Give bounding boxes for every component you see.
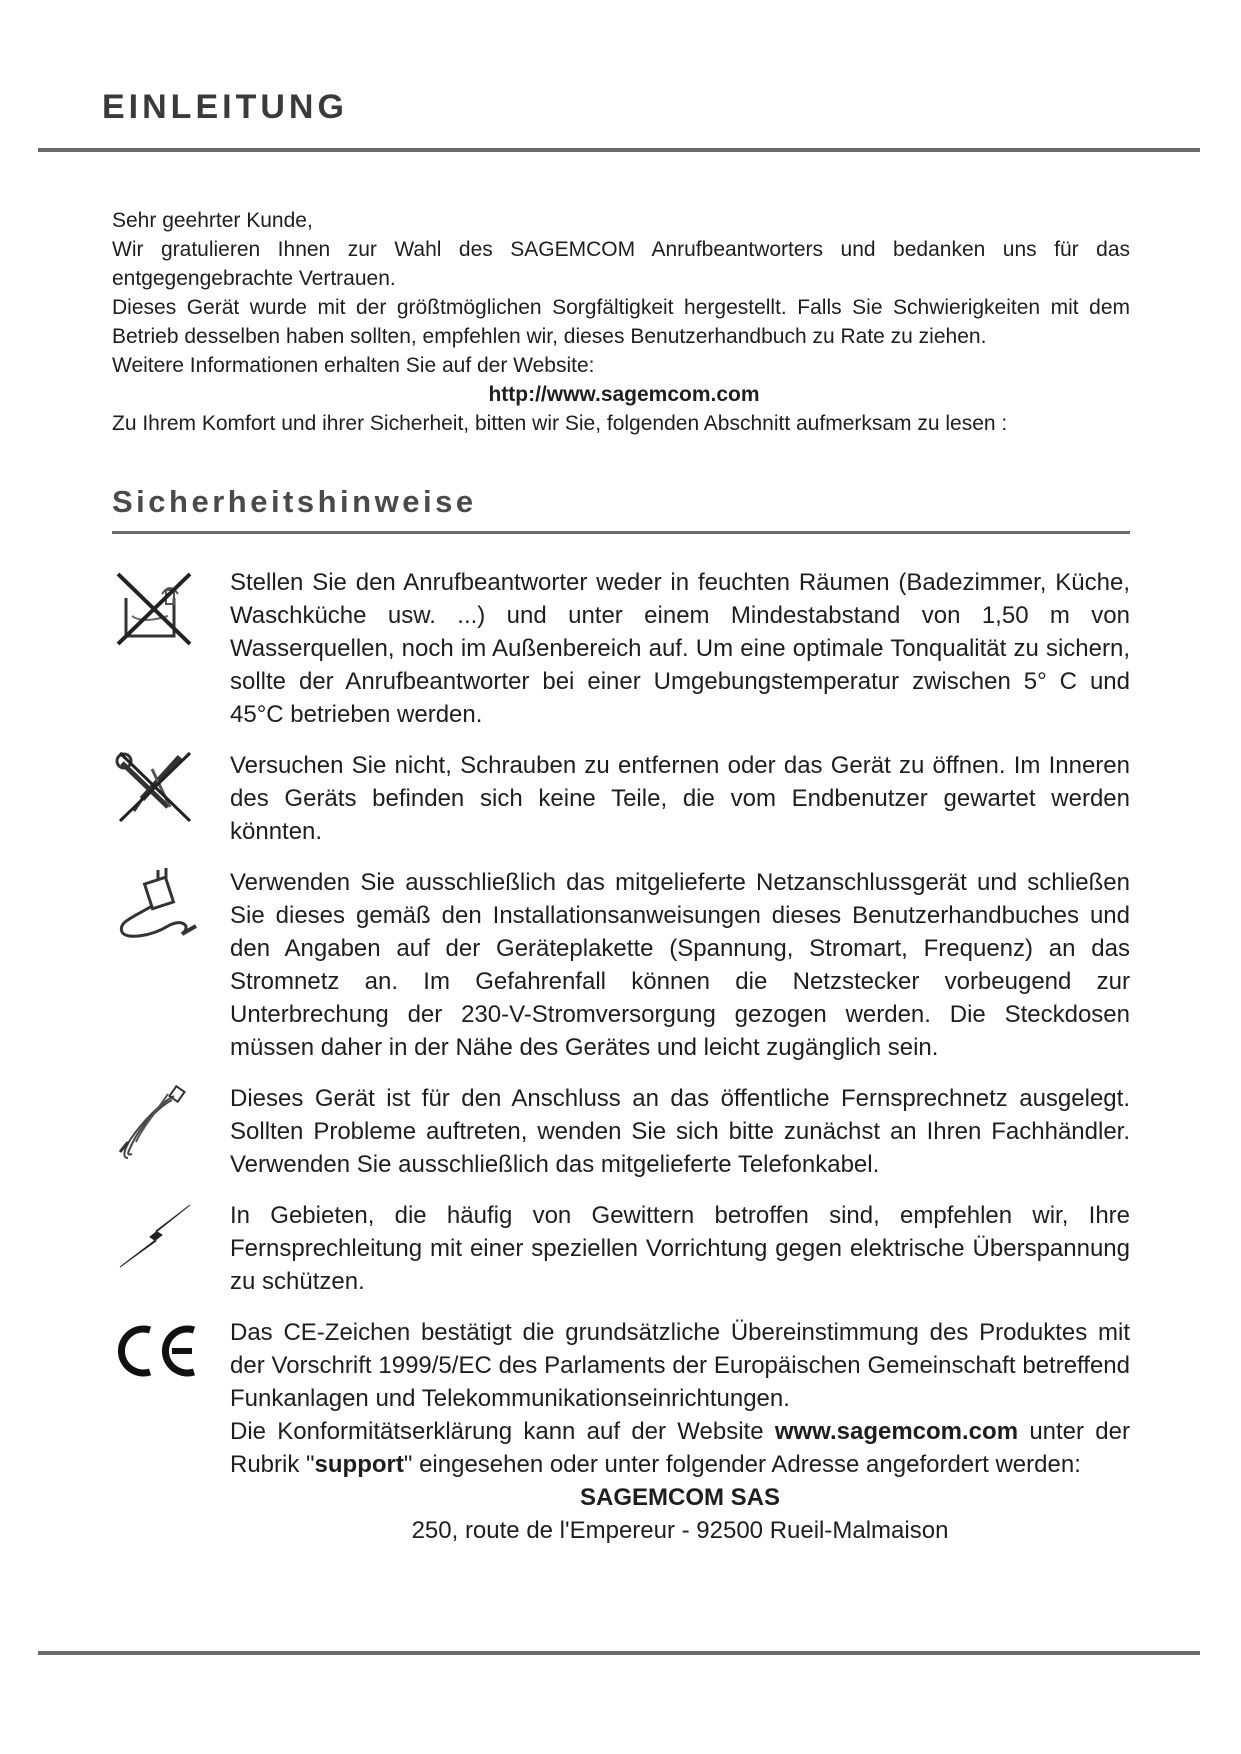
section-divider — [112, 531, 1130, 534]
notice-tools — [112, 749, 1130, 848]
notice-power — [112, 866, 1130, 1064]
lightning-icon — [112, 1199, 230, 1271]
notice-phone-line — [112, 1082, 1130, 1181]
phone-cable-icon — [112, 1082, 230, 1166]
ce-declaration: Das CE-Zeichen bestätigt die grundsätzliche Übereinstimmung des Produktes mit der Vorschrift 1999/5/EC des Parlaments der Europäischen Gemeinschaft betreffend Funkanlagen und Telekommunikationseinrichtungen. — [230, 1319, 1130, 1412]
intro-care: Dieses Gerät wurde mit der größtmöglichen Sorgfältigkeit hergestellt. Falls Sie Schwierigkeiten mit dem Betrieb desselben haben sollten, empfehlen wir, dieses Benutzerhandbuch zu Rate zu ziehen. — [112, 296, 1130, 348]
conformity-text-start: Die Konformitätserklärung kann auf der Website — [230, 1418, 775, 1445]
power-adapter-icon — [112, 866, 230, 952]
intro-section — [112, 206, 1130, 438]
notice-phone-line-text: Dieses Gerät ist für den Anschluss an das öffentliche Fernsprechnetz ausgelegt. Sollten Probleme auftreten, wenden Sie sich bitte zunächst an Ihren Fachhändler. Verwenden Sie ausschließlich das mitgelieferte Telefonkabel. — [230, 1085, 1130, 1178]
intro-thanks: Wir gratulieren Ihnen zur Wahl des SAGEMCOM Anrufbeantworters und bedanken uns für das entgegengebrachte Vertrauen. — [112, 238, 1130, 290]
notice-lightning-text: In Gebieten, die häufig von Gewittern betroffen sind, empfehlen wir, Ihre Fernsprechleitung mit einer speziellen Vorrichtung gegen elektrische Überspannung zu schützen. — [230, 1202, 1130, 1295]
ce-mark-icon — [112, 1316, 230, 1386]
company-name: SAGEMCOM SAS — [579, 1484, 780, 1511]
header-divider — [38, 148, 1200, 152]
no-tools-icon — [112, 749, 230, 825]
no-water-icon — [112, 566, 230, 650]
support-rubric: support — [314, 1451, 404, 1478]
notice-tools-text: Versuchen Sie nicht, Schrauben zu entfernen oder das Gerät zu öffnen. Im Inneren des Geräts befinden sich keine Teile, die vom Endbenutzer gewartet werden könnten. — [230, 752, 1130, 845]
notice-water-text: Stellen Sie den Anrufbeantworter weder in feuchten Räumen (Badezimmer, Küche, Waschküche usw. ...) und unter einem Mindestabstand von 1,50 m von Wasserquellen, noch im Außenbereich auf. Um eine optimale Tonqualität zu sichern, sollte der Anrufbeantworter bei einer Umgebungstemperatur zwischen 5° C und 45°C betrieben werden. — [230, 569, 1130, 728]
conformity-text-end: " eingesehen oder unter folgender Adresse angefordert werden: — [403, 1451, 1081, 1478]
conformity-text-middle: unter der Rubrik " — [230, 1418, 1130, 1478]
notice-ce-text-block — [230, 1316, 1130, 1547]
page-title: EINLEITUNG — [102, 88, 348, 126]
notice-water — [112, 566, 1130, 731]
intro-more-info: Weitere Informationen erhalten Sie auf der Website: — [112, 354, 595, 377]
section-title: Sicherheitshinweise — [112, 484, 477, 519]
conformity-statement — [230, 1415, 1130, 1481]
website-url: http://www.sagemcom.com — [488, 383, 760, 406]
intro-read-notice: Zu Ihrem Komfort und ihrer Sicherheit, bitten wir Sie, folgenden Abschnitt aufmerksam zu lesen : — [112, 412, 1008, 435]
notice-power-text: Verwenden Sie ausschließlich das mitgelieferte Netzanschlussgerät und schließen Sie dieses gemäß den Installationsanweisungen dieses Benutzerhandbuches und den Angaben auf der Geräteplakette (Spannung, Stromart, Frequenz) an das Stromnetz an. Im Gefahrenfall können die Netzstecker vorbeugend zur Unterbrechung der 230-V-Stromversorgung gezogen werden. Die Steckdosen müssen daher in der Nähe des Gerätes und leicht zugänglich sein. — [230, 869, 1130, 1061]
notice-lightning — [112, 1199, 1130, 1298]
conformity-website-link[interactable]: www.sagemcom.com — [774, 1418, 1019, 1445]
company-address: 250, route de l'Empereur - 92500 Rueil-Malmaison — [411, 1517, 949, 1544]
footer-divider — [38, 1651, 1200, 1655]
safety-notices — [112, 566, 1130, 1565]
intro-greeting: Sehr geehrter Kunde, — [112, 209, 313, 232]
notice-ce — [112, 1316, 1130, 1547]
